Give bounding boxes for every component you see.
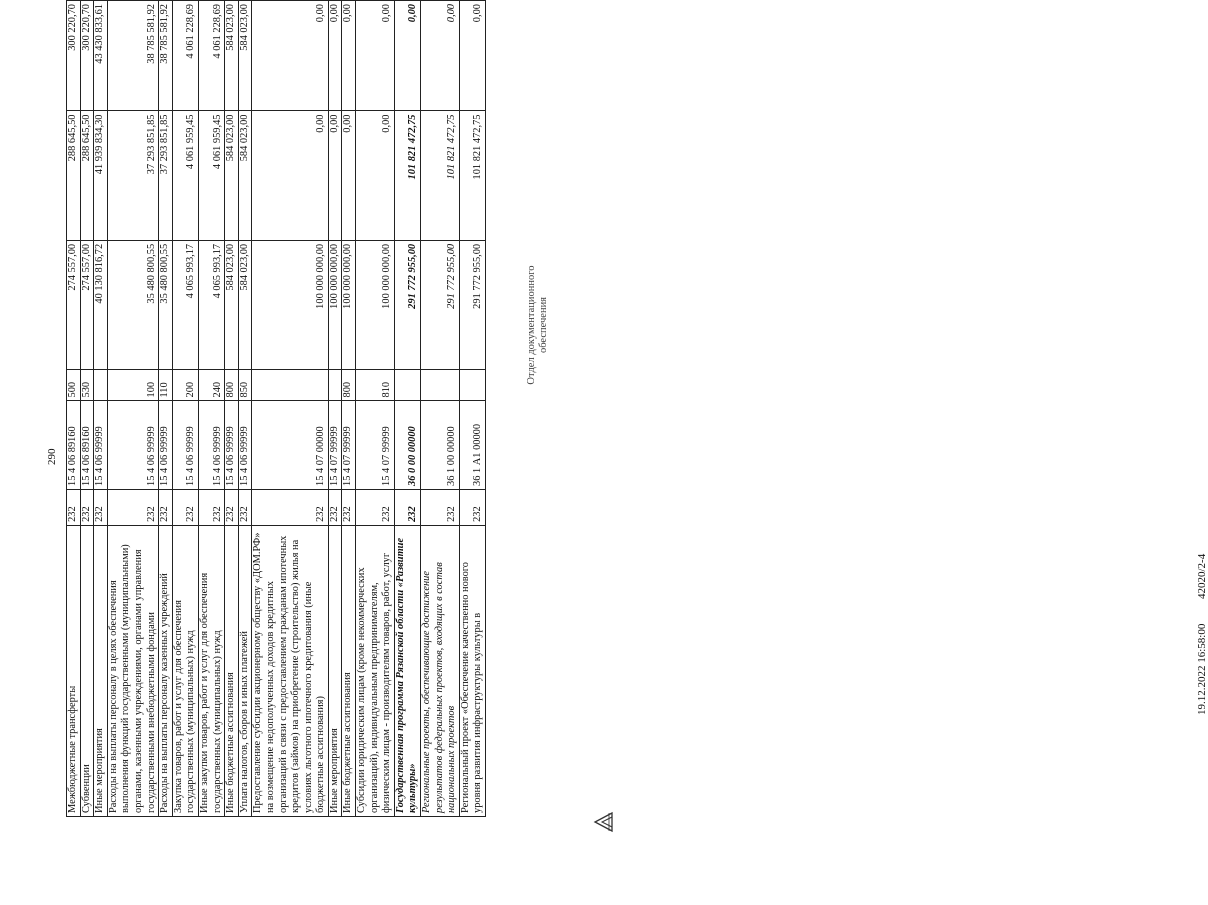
row-expense-type: 800 xyxy=(225,370,239,401)
row-name: Уплата налогов, сборов и иных платежей xyxy=(238,525,252,816)
garant-logo-icon xyxy=(592,811,614,833)
table-row xyxy=(225,1,239,817)
stamp-line-2: обеспечения xyxy=(538,296,549,354)
row-ved-code: 232 xyxy=(328,490,342,526)
row-name: Субсидии юридическим лицам (кроме некоммерческих организаций), индивидуальным предпринимателям, физическим лицам - производителям товаров, работ, услуг xyxy=(356,525,395,816)
row-amount-3: 584 023,00 xyxy=(225,1,239,112)
row-amount-1: 100 000 000,00 xyxy=(328,240,342,369)
row-amount-2: 288 645,50 xyxy=(67,111,81,240)
row-expense-type xyxy=(94,370,108,401)
row-ved-code: 232 xyxy=(107,490,158,526)
table-row xyxy=(421,1,460,817)
row-ved-code: 232 xyxy=(394,490,420,526)
stamp-line-1: Отдел документационного xyxy=(526,265,537,385)
row-expense-type: 850 xyxy=(238,370,252,401)
row-amount-3: 38 785 581,92 xyxy=(107,1,158,112)
row-amount-1: 100 000 000,00 xyxy=(342,240,356,369)
row-ved-code: 232 xyxy=(342,490,356,526)
row-amount-2: 0,00 xyxy=(328,111,342,240)
row-target-article: 36 0 00 00000 xyxy=(394,401,420,490)
row-amount-1: 584 023,00 xyxy=(238,240,252,369)
row-ved-code: 232 xyxy=(198,490,224,526)
row-name: Иные закупки товаров, работ и услуг для обеспечения государственных (муниципальных) нужд xyxy=(198,525,224,816)
row-amount-1: 291 772 955,00 xyxy=(421,240,460,369)
row-expense-type: 240 xyxy=(198,370,224,401)
table-row xyxy=(459,1,485,817)
table-row xyxy=(394,1,420,817)
row-amount-2: 101 821 472,75 xyxy=(394,111,420,240)
table-row xyxy=(342,1,356,817)
row-target-article: 15 4 06 89160 xyxy=(67,401,81,490)
row-target-article: 15 4 07 00000 xyxy=(252,401,329,490)
row-amount-2: 101 821 472,75 xyxy=(421,111,460,240)
row-ved-code: 232 xyxy=(238,490,252,526)
row-amount-2: 37 293 851,85 xyxy=(159,111,173,240)
row-amount-1: 584 023,00 xyxy=(225,240,239,369)
row-amount-3: 0,00 xyxy=(421,1,460,112)
row-amount-3: 43 430 833,61 xyxy=(94,1,108,112)
table-row xyxy=(172,1,198,817)
row-ved-code: 232 xyxy=(67,490,81,526)
row-amount-2: 288 645,50 xyxy=(80,111,94,240)
table-row xyxy=(356,1,395,817)
row-amount-2: 41 939 834,30 xyxy=(94,111,108,240)
table-row xyxy=(67,1,81,817)
row-ved-code: 232 xyxy=(80,490,94,526)
row-expense-type: 530 xyxy=(80,370,94,401)
row-ved-code: 232 xyxy=(159,490,173,526)
table-row xyxy=(159,1,173,817)
row-target-article: 15 4 06 99999 xyxy=(225,401,239,490)
row-amount-1: 35 480 800,55 xyxy=(107,240,158,369)
row-amount-3: 0,00 xyxy=(459,1,485,112)
row-amount-3: 38 785 581,92 xyxy=(159,1,173,112)
row-amount-3: 584 023,00 xyxy=(238,1,252,112)
row-amount-2: 4 061 959,45 xyxy=(198,111,224,240)
row-expense-type xyxy=(394,370,420,401)
row-target-article: 15 4 06 99999 xyxy=(94,401,108,490)
row-expense-type: 800 xyxy=(342,370,356,401)
table-row xyxy=(80,1,94,817)
row-target-article: 15 4 06 99999 xyxy=(159,401,173,490)
row-name: Региональный проект «Обеспечение качественно нового уровня развития инфраструктуры культуры в xyxy=(459,525,485,816)
row-amount-1: 40 130 816,72 xyxy=(94,240,108,369)
row-name: Иные мероприятия xyxy=(328,525,342,816)
row-amount-2: 37 293 851,85 xyxy=(107,111,158,240)
row-ved-code: 232 xyxy=(356,490,395,526)
table-row xyxy=(238,1,252,817)
row-expense-type: 100 xyxy=(107,370,158,401)
row-expense-type: 200 xyxy=(172,370,198,401)
row-ved-code: 232 xyxy=(421,490,460,526)
row-name: Расходы на выплаты персоналу казенных учреждений xyxy=(159,525,173,816)
budget-table xyxy=(66,0,486,817)
row-amount-3: 0,00 xyxy=(356,1,395,112)
row-amount-2: 0,00 xyxy=(356,111,395,240)
row-amount-1: 291 772 955,00 xyxy=(394,240,420,369)
row-expense-type: 810 xyxy=(356,370,395,401)
row-amount-2: 4 061 959,45 xyxy=(172,111,198,240)
row-ved-code: 232 xyxy=(94,490,108,526)
department-stamp xyxy=(526,245,550,405)
row-amount-3: 4 061 228,69 xyxy=(172,1,198,112)
row-amount-2: 584 023,00 xyxy=(238,111,252,240)
table-row xyxy=(107,1,158,817)
row-expense-type: 500 xyxy=(67,370,81,401)
row-target-article: 15 4 06 99999 xyxy=(198,401,224,490)
row-name: Иные бюджетные ассигнования xyxy=(342,525,356,816)
row-amount-2: 0,00 xyxy=(252,111,329,240)
row-target-article: 15 4 06 99999 xyxy=(172,401,198,490)
row-amount-3: 0,00 xyxy=(252,1,329,112)
row-ved-code: 232 xyxy=(459,490,485,526)
row-amount-1: 4 065 993,17 xyxy=(198,240,224,369)
row-target-article: 15 4 06 89160 xyxy=(80,401,94,490)
row-amount-3: 300 220,70 xyxy=(67,1,81,112)
row-amount-1: 4 065 993,17 xyxy=(172,240,198,369)
table-row xyxy=(198,1,224,817)
row-target-article: 15 4 06 99999 xyxy=(107,401,158,490)
row-target-article: 36 1 00 00000 xyxy=(421,401,460,490)
row-ved-code: 232 xyxy=(225,490,239,526)
document-code: 42020/2-4 xyxy=(1196,553,1208,599)
row-amount-1: 274 557,00 xyxy=(80,240,94,369)
row-expense-type xyxy=(459,370,485,401)
row-amount-1: 35 480 800,55 xyxy=(159,240,173,369)
row-name: Иные мероприятия xyxy=(94,525,108,816)
page-number: 290 xyxy=(46,448,58,465)
row-name: Межбюджетные трансферты xyxy=(67,525,81,816)
row-amount-2: 0,00 xyxy=(342,111,356,240)
row-amount-2: 101 821 472,75 xyxy=(459,111,485,240)
row-name: Закупка товаров, работ и услуг для обеспечения государственных (муниципальных) нужд xyxy=(172,525,198,816)
row-amount-1: 100 000 000,00 xyxy=(356,240,395,369)
table-row xyxy=(328,1,342,817)
row-amount-1: 100 000 000,00 xyxy=(252,240,329,369)
table-row xyxy=(252,1,329,817)
row-name: Региональные проекты, обеспечивающие достижение результатов федеральных проектов, входящих в состав национальных проектов xyxy=(421,525,460,816)
row-amount-1: 274 557,00 xyxy=(67,240,81,369)
row-amount-3: 300 220,70 xyxy=(80,1,94,112)
row-expense-type xyxy=(252,370,329,401)
row-name: Иные бюджетные ассигнования xyxy=(225,525,239,816)
row-name: Расходы на выплаты персоналу в целях обеспечения выполнения функций государственными (муниципальными) органами, казенными учреждениями, органами управления государственными внебюджетными фондами xyxy=(107,525,158,816)
row-target-article: 15 4 07 99999 xyxy=(356,401,395,490)
row-expense-type xyxy=(328,370,342,401)
row-amount-3: 0,00 xyxy=(328,1,342,112)
print-date: 19.12.2022 16:58:00 xyxy=(1196,623,1208,715)
row-target-article: 36 1 А1 00000 xyxy=(459,401,485,490)
row-target-article: 15 4 07 99999 xyxy=(342,401,356,490)
row-expense-type: 110 xyxy=(159,370,173,401)
row-ved-code: 232 xyxy=(252,490,329,526)
row-amount-3: 4 061 228,69 xyxy=(198,1,224,112)
row-amount-2: 584 023,00 xyxy=(225,111,239,240)
row-name: Субвенции xyxy=(80,525,94,816)
row-target-article: 15 4 06 99999 xyxy=(238,401,252,490)
row-name: Государственная программа Рязанской области «Развитие культуры» xyxy=(394,525,420,816)
table-row xyxy=(94,1,108,817)
row-amount-3: 0,00 xyxy=(342,1,356,112)
row-amount-1: 291 772 955,00 xyxy=(459,240,485,369)
row-expense-type xyxy=(421,370,460,401)
row-target-article: 15 4 07 99999 xyxy=(328,401,342,490)
row-ved-code: 232 xyxy=(172,490,198,526)
row-name: Предоставление субсидии акционерному обществу «ДОМ.РФ» на возмещение недополученных доходов кредитных организаций в связи с предоставлением гражданам ипотечных кредитов (займов) на приобретение (строительство) жилья на условиях льготного ипотечного кредитования (иные бюджетные ассигнования) xyxy=(252,525,329,816)
row-amount-3: 0,00 xyxy=(394,1,420,112)
